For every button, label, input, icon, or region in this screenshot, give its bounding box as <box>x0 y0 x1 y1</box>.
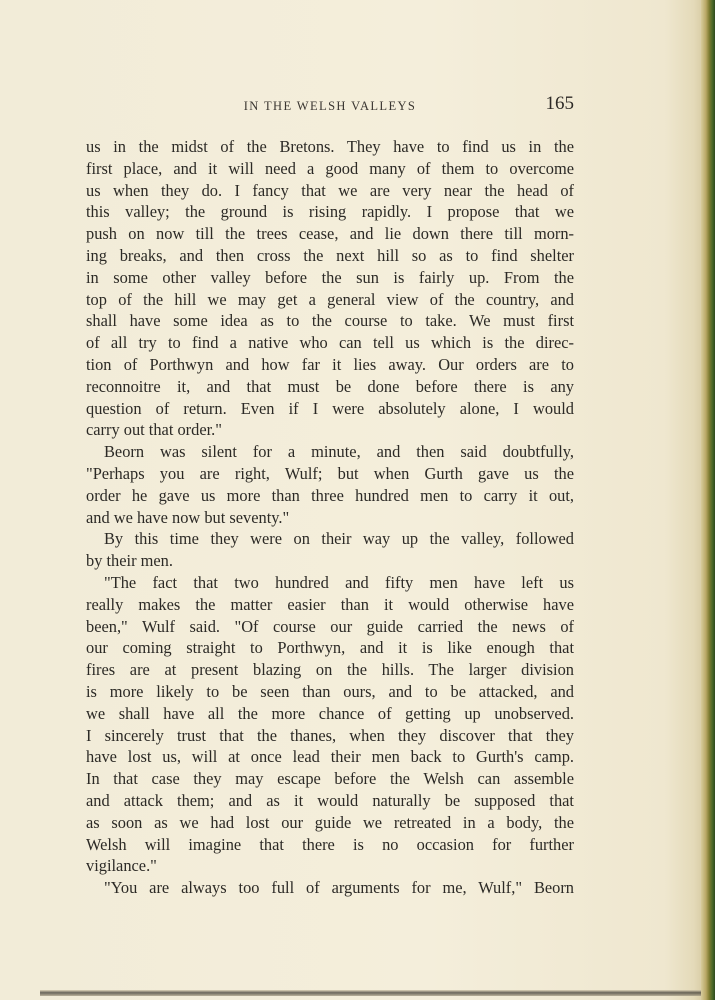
text-line: Welsh will imagine that there is no occasion for further <box>86 834 574 854</box>
text-line: push on now till the trees cease, and lie down there till morn- <box>86 224 574 244</box>
running-head: IN THE WELSH VALLEYS <box>243 99 417 113</box>
text-line: have lost us, will at once lead their men back to Gurth's camp. <box>86 747 574 767</box>
text-line: as soon as we had lost our guide we retreated in a body, the <box>86 812 574 832</box>
text-line: By this time they were on their way up the valley, followed <box>104 529 574 549</box>
text-line: and we have now but seventy." <box>86 507 290 527</box>
text-line: carry out that order." <box>86 420 222 440</box>
body-text <box>86 136 574 899</box>
text-line: been," Wulf said. "Of course our guide carried the news of <box>86 616 574 636</box>
text-line: and attack them; and as it would naturally be supposed that <box>86 790 574 810</box>
text-line: fires are at present blazing on the hills. The larger division <box>86 660 574 680</box>
text-line: us in the midst of the Bretons. They have to find us in the <box>86 137 574 156</box>
text-line: this valley; the ground is rising rapidly. I propose that we <box>86 202 574 222</box>
text-line: ing breaks, and then cross the next hill so as to find shelter <box>86 245 574 265</box>
text-line: I sincerely trust that the thanes, when they discover that they <box>86 725 574 745</box>
text-line: first place, and it will need a good many of them to overcome <box>86 158 574 178</box>
text-line: In that case they may escape before the Welsh can assemble <box>86 769 574 789</box>
text-line: we shall have all the more chance of getting up unobserved. <box>86 703 574 723</box>
text-line: shall have some idea as to the course to take. We must first <box>86 311 574 331</box>
text-line: in some other valley before the sun is fairly up. From the <box>86 267 574 287</box>
text-line: of all try to find a native who can tell us which is the direc- <box>86 333 574 353</box>
text-line: tion of Porthwyn and how far it lies away. Our orders are to <box>86 354 574 374</box>
text-line: by their men. <box>86 551 173 571</box>
text-line: order he gave us more than three hundred men to carry it out, <box>86 485 574 505</box>
text-line: vigilance." <box>86 856 157 876</box>
text-line: "You are always too full of arguments for me, Wulf," Beorn <box>104 878 574 898</box>
text-line: question of return. Even if I were absolutely alone, I would <box>86 398 574 418</box>
page-header <box>86 91 574 121</box>
text-line: is more likely to be seen than ours, and to be attacked, and <box>86 681 574 701</box>
book-spine-edge <box>701 0 715 1000</box>
text-line: reconnoitre it, and that must be done before there is any <box>86 376 574 396</box>
text-line: Beorn was silent for a minute, and then said doubtfully, <box>104 442 574 462</box>
page-number: 165 <box>545 93 574 114</box>
text-line: our coming straight to Porthwyn, and it is like enough that <box>86 638 574 658</box>
page-bottom-edge <box>40 990 701 996</box>
text-line: really makes the matter easier than it would otherwise have <box>86 594 574 614</box>
text-line: us when they do. I fancy that we are very near the head of <box>86 180 574 200</box>
text-line: top of the hill we may get a general view of the country, and <box>86 289 574 309</box>
text-line: "The fact that two hundred and fifty men have left us <box>104 572 574 592</box>
text-line: "Perhaps you are right, Wulf; but when Gurth gave us the <box>86 463 574 483</box>
